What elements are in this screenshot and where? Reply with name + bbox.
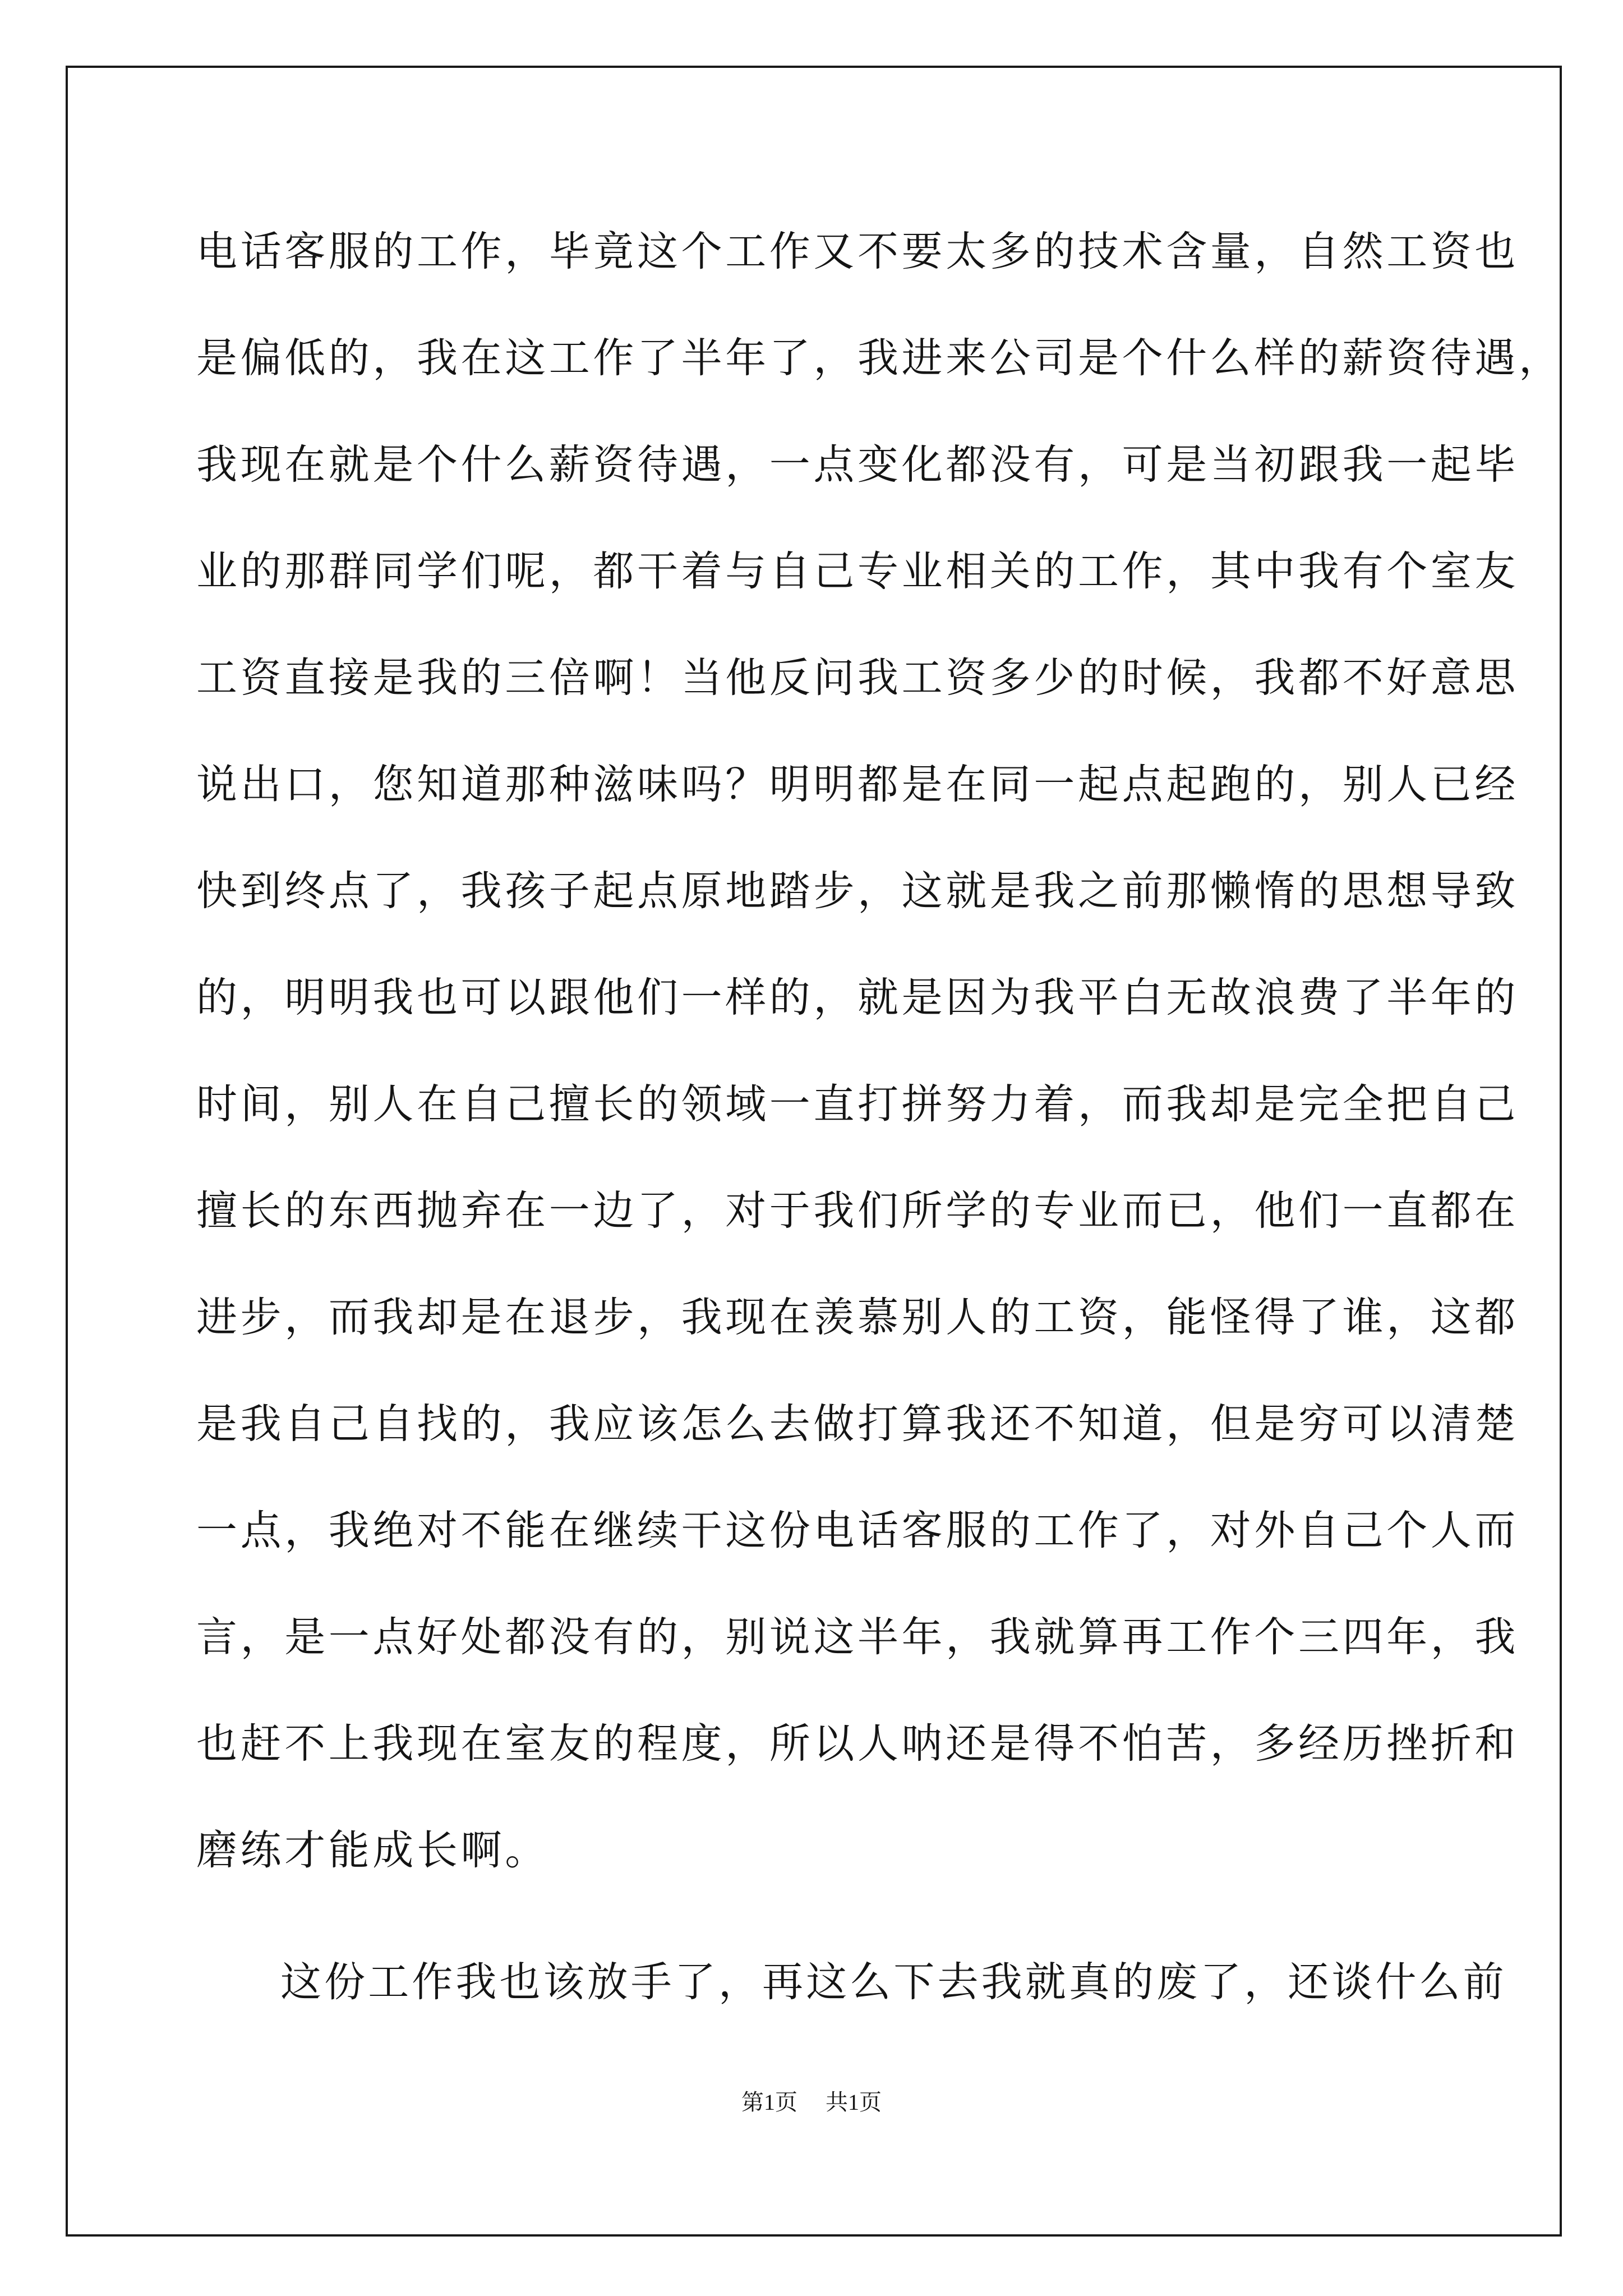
page-number-total: 共1页 [826, 2090, 882, 2115]
text-line: 言，是一点好处都没有的，别说这半年，我就算再工作个三四年，我 [196, 1613, 1519, 1661]
text-line: 的，明明我也可以跟他们一样的，就是因为我平白无故浪费了半年的 [196, 974, 1519, 1022]
text-line: 时间，别人在自己擅长的领域一直打拼努力着，而我却是完全把自己 [196, 1080, 1519, 1128]
text-line: 这份工作我也该放手了，再这么下去我就真的废了，还谈什么前 [280, 1958, 1507, 2006]
text-line: 电话客服的工作，毕竟这个工作又不要太多的技术含量，自然工资也 [196, 228, 1519, 275]
page-footer [0, 2086, 1623, 2119]
paragraph-1 [196, 215, 1563, 1921]
text-line: 快到终点了，我孩子起点原地踏步，这就是我之前那懒惰的思想导致 [196, 867, 1519, 915]
text-line: 一点，我绝对不能在继续干这份电话客服的工作了，对外自己个人而 [196, 1507, 1519, 1554]
text-line: 是我自己自找的，我应该怎么去做打算我还不知道，但是穷可以清楚 [196, 1400, 1519, 1448]
text-line: 进步，而我却是在退步，我现在羡慕别人的工资，能怪得了谁，这都 [196, 1294, 1519, 1341]
text-line: 说出口，您知道那种滋味吗？明明都是在同一起点起跑的，别人已经 [196, 761, 1519, 808]
page-number-current: 第1页 [741, 2090, 797, 2115]
text-line: 擅长的东西抛弃在一边了，对于我们所学的专业而已，他们一直都在 [196, 1187, 1519, 1235]
text-line: 磨练才能成长啊。 [196, 1826, 549, 1874]
text-line: 业的那群同学们呢，都干着与自己专业相关的工作，其中我有个室友 [196, 547, 1519, 595]
text-line: 也赶不上我现在室友的程度，所以人呐还是得不怕苦，多经历挫折和 [196, 1720, 1519, 1768]
text-line: 是偏低的，我在这工作了半年了，我进来公司是个什么样的薪资待遇， [196, 334, 1563, 382]
document-body [196, 215, 1563, 2053]
text-line: 我现在就是个什么薪资待遇，一点变化都没有，可是当初跟我一起毕 [196, 441, 1519, 489]
text-line: 工资直接是我的三倍啊！当他反问我工资多少的时候，我都不好意思 [196, 654, 1519, 702]
paragraph-2 [196, 1946, 1507, 2053]
